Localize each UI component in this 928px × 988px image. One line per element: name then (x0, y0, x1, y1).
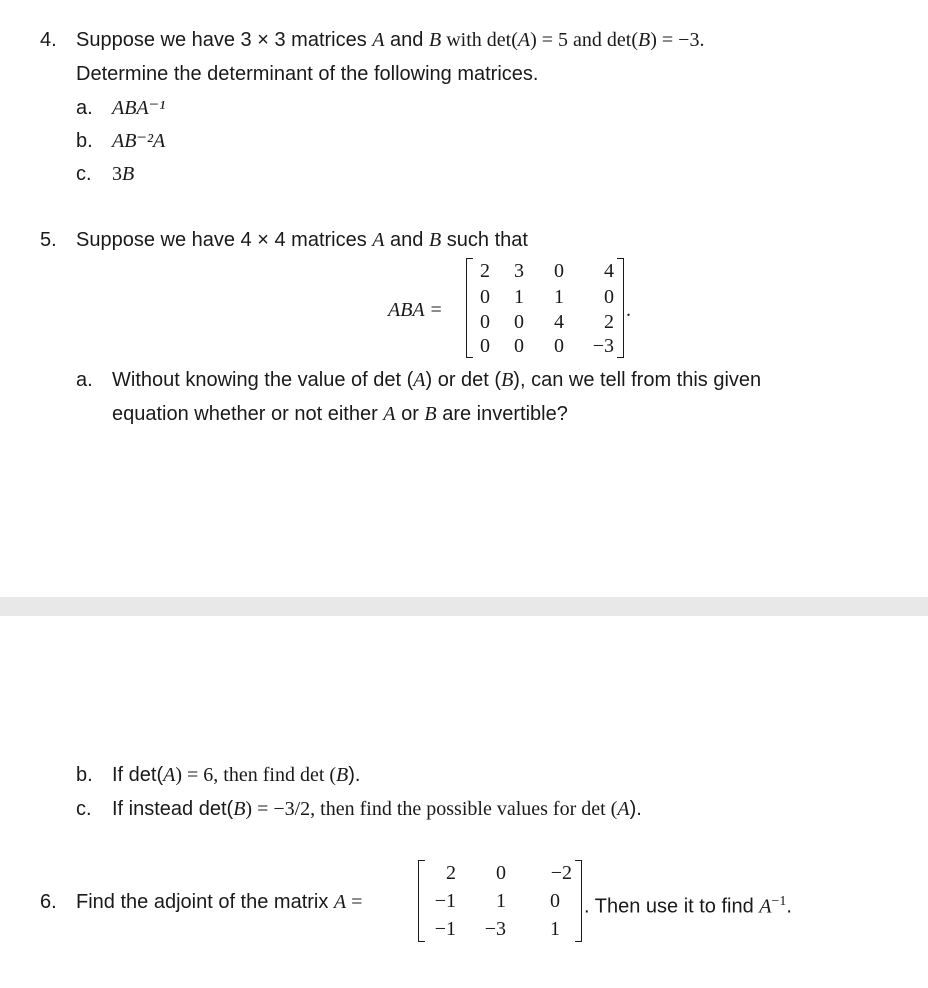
q5b-line: b. If det(A) = 6, then find det (B). (76, 764, 361, 786)
matrix-cell: 0 (554, 260, 564, 282)
q5a-line1: a. Without knowing the value of det (A) or det (B), can we tell from this given (76, 369, 762, 391)
matrix-cell: 1 (514, 286, 524, 308)
matrix-cell: 2 (480, 260, 490, 282)
q5-matrix (466, 258, 624, 358)
right-bracket (575, 860, 582, 942)
matrix-cell: 2 (604, 311, 614, 333)
matrix-cell: 0 (480, 311, 490, 333)
q4-item-c: c. 3B (76, 163, 135, 185)
right-bracket (617, 258, 624, 358)
q6-matrix (418, 860, 582, 942)
q6-after: . Then use it to find $A^{-1}$. (584, 894, 792, 918)
matrix-cell: 1 (496, 890, 506, 912)
matrix-cell: −1 (434, 918, 456, 940)
matrix-cell: 0 (480, 286, 490, 308)
q5c-line: c. If instead det(B) = −3/2, then find the possible values for det (A). (76, 798, 642, 820)
matrix-cell: 2 (446, 862, 456, 884)
q4-line1: 4. Suppose we have 3 × 3 matrices A and B with det(A) = 5 and det(B) = −3. (40, 29, 705, 51)
matrix-cell: −3 (484, 918, 506, 940)
matrix-cell: 0 (514, 311, 524, 333)
matrix-cell: 1 (554, 286, 564, 308)
matrix-cell: 3 (514, 260, 524, 282)
q5-lhs: ABA = (388, 299, 443, 321)
q5a-line2: equation whether or not either A or B are invertible? (112, 403, 568, 425)
matrix-cell: 0 (604, 286, 614, 308)
matrix-cell: −2 (550, 862, 572, 884)
page-divider (0, 597, 928, 616)
q4-line2: Determine the determinant of the following matrices. (76, 63, 539, 85)
q4-item-a: a. ABA⁻¹ (76, 97, 166, 119)
matrix-cell: −1 (434, 890, 456, 912)
matrix-cell: 4 (604, 260, 614, 282)
q6-text: 6. Find the adjoint of the matrix A = (40, 891, 363, 913)
q5-period: . (626, 299, 631, 321)
matrix-cell: 0 (554, 335, 564, 357)
matrix-cell: 1 (550, 918, 560, 940)
q4-item-b: b. AB⁻²A (76, 130, 166, 152)
matrix-cell: 0 (496, 862, 506, 884)
matrix-cell: 0 (514, 335, 524, 357)
q5-line1: 5. Suppose we have 4 × 4 matrices A and B such that (40, 229, 528, 251)
matrix-cell: −3 (592, 335, 614, 357)
matrix-cell: 0 (480, 335, 490, 357)
matrix-cell: 4 (554, 311, 564, 333)
matrix-cell: 0 (550, 890, 560, 912)
